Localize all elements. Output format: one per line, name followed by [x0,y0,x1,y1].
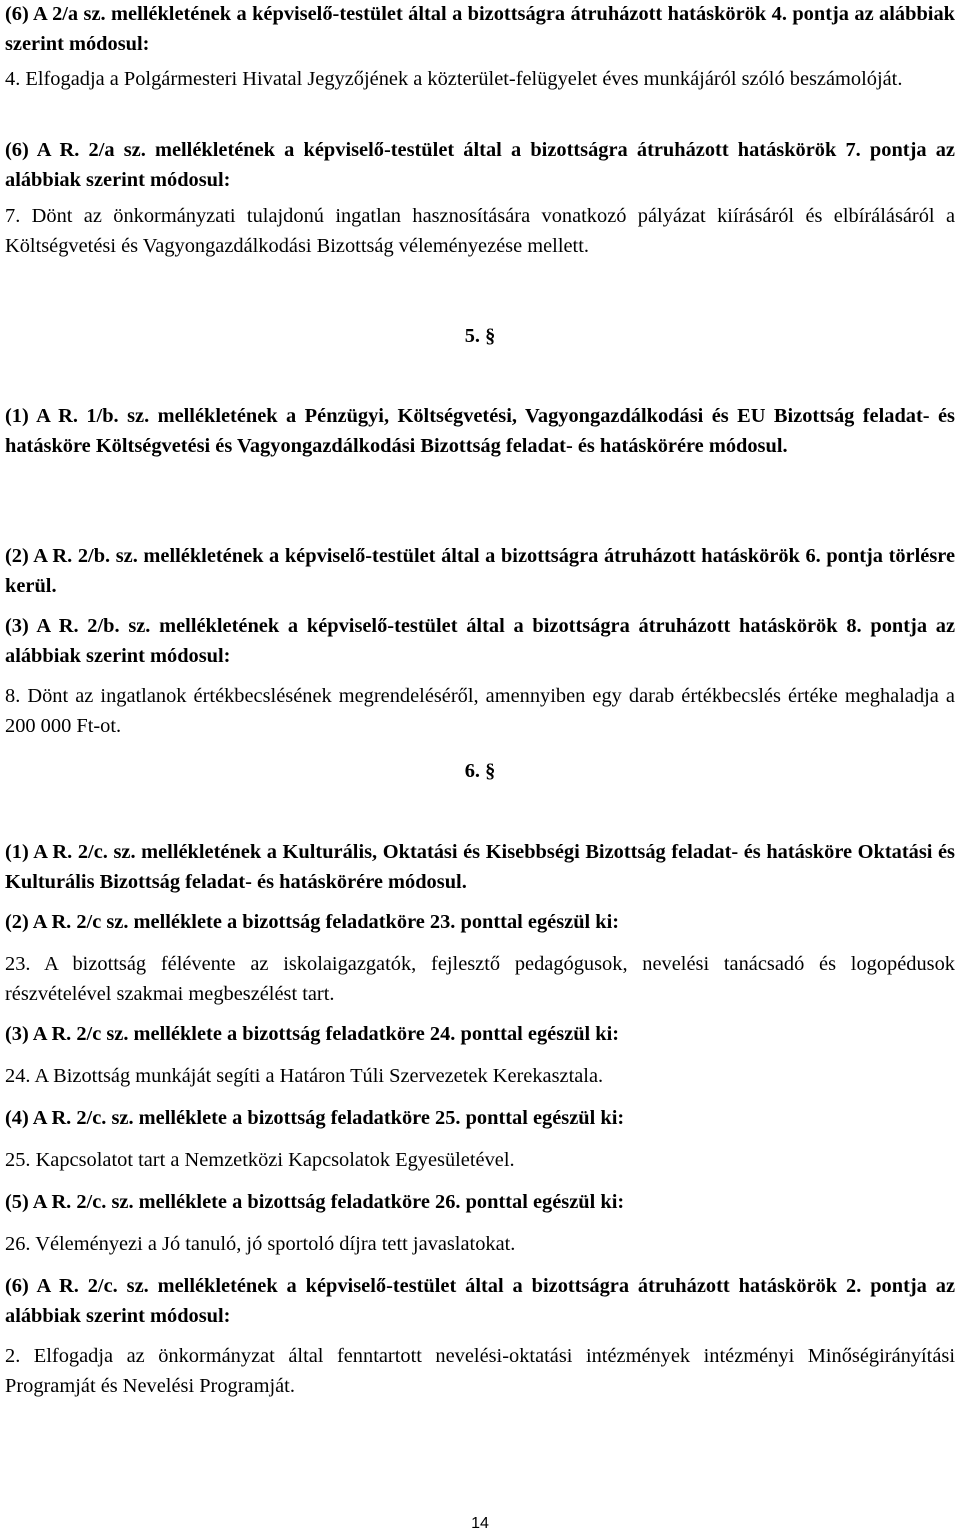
page-number: 14 [471,1515,489,1532]
section-6-heading: 6. § [464,760,496,782]
paragraph-6-2a-7-header: (6) A R. 2/a sz. mellékletének a képviselő-testület által a bizottságra átruházott hatáskörök 7. pontja az alábbiak szerint módosul: [5,139,955,191]
paragraph-5-1: (1) A R. 1/b. sz. mellékletének a Pénzügyi, Költségvetési, Vagyongazdálkodási és EU Bizottság feladat- és hatásköre Költségvetési és Vagyongazdálkodási Bizottság feladat- és hatáskörére módosul. [5,405,955,457]
paragraph-point-25: 25. Kapcsolatot tart a Nemzetközi Kapcsolatok Egyesületével. [5,1149,515,1171]
paragraph-point-26: 26. Véleményezi a Jó tanuló, jó sportoló díjra tett javaslatokat. [5,1233,516,1255]
paragraph-6-2: (2) A R. 2/c sz. melléklete a bizottság feladatköre 23. ponttal egészül ki: [5,911,620,933]
paragraph-point-24: 24. A Bizottság munkáját segíti a Határon Túli Szervezetek Kerekasztala. [5,1065,604,1087]
paragraph-point-7: 7. Dönt az önkormányzati tulajdonú ingatlan hasznosítására vonatkozó pályázat kiírásáról és elbírálásáról a Költségvetési és Vagyongazdálkodási Bizottság véleményezése mellett. [5,205,955,257]
section-5-heading: 5. § [464,325,496,347]
paragraph-point-4: 4. Elfogadja a Polgármesteri Hivatal Jegyzőjének a közterület-felügyelet éves munkájáról szóló beszámolóját. [5,68,903,90]
paragraph-6-3: (3) A R. 2/c sz. melléklete a bizottság feladatköre 24. ponttal egészül ki: [5,1023,620,1045]
paragraph-6-4: (4) A R. 2/c. sz. melléklete a bizottság feladatköre 25. ponttal egészül ki: [5,1107,625,1129]
paragraph-5-2: (2) A R. 2/b. sz. mellékletének a képviselő-testület által a bizottságra átruházott hatáskörök 6. pontja törlésre kerül. [5,545,955,597]
paragraph-6-1: (1) A R. 2/c. sz. mellékletének a Kulturális, Oktatási és Kisebbségi Bizottság feladat- és hatásköre Oktatási és Kulturális Bizottság feladat- és hatáskörére módosul. [5,841,955,893]
paragraph-point-2: 2. Elfogadja az önkormányzat által fenntartott nevelési-oktatási intézmények intézményi Minőségirányítási Programját és Nevelési Programját. [5,1345,955,1397]
paragraph-point-23: 23. A bizottság félévente az iskolaigazgatók, fejlesztő pedagógusok, nevelési tanácsadó és logopédusok részvételével szakmai megbeszélést tart. [5,953,955,1005]
paragraph-point-8: 8. Dönt az ingatlanok értékbecslésének megrendeléséről, amennyiben egy darab értékbecslés értéke meghaladja a 200 000 Ft-ot. [5,685,955,737]
paragraph-6-6: (6) A R. 2/c. sz. mellékletének a képviselő-testület által a bizottságra átruházott hatáskörök 2. pontja az alábbiak szerint módosul: [5,1275,955,1327]
paragraph-6-5: (5) A R. 2/c. sz. melléklete a bizottság feladatköre 26. ponttal egészül ki: [5,1191,625,1213]
paragraph-5-3: (3) A R. 2/b. sz. mellékletének a képviselő-testület által a bizottságra átruházott hatáskörök 8. pontja az alábbiak szerint módosul: [5,615,955,667]
paragraph-6-2a-header: (6) A 2/a sz. mellékletének a képviselő-testület által a bizottságra átruházott hatáskörök 4. pontja az alábbiak szerint módosul: [5,3,955,55]
